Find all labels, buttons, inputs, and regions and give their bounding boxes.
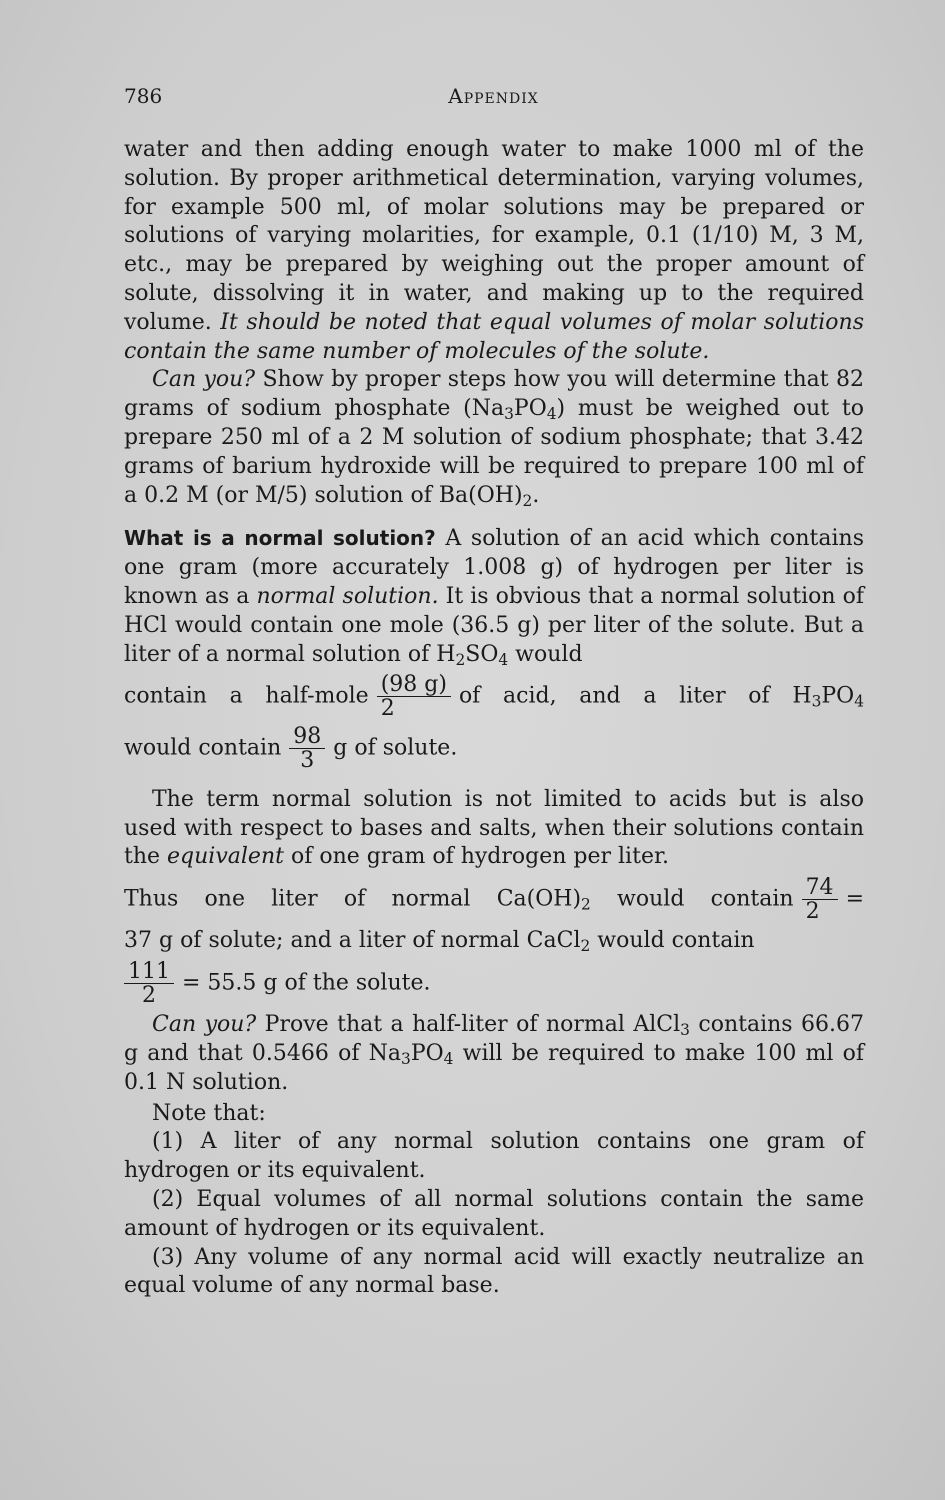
calcium-chloride-line: 37 g of solute; and a liter of normal CaCl$_2$ would contain [124,928,755,956]
calcium-hydroxide-line: Thus one liter of normal $Ca(OH)_2$ would contain $\frac{74}{2}$ = [124,875,864,925]
fraction-98g-over-2: $\frac{(98 g)}{2}$ [377,673,451,720]
italic-note: It should be noted that equal volumes of molar solutions contain the same number of molecules of the solute. [124,309,864,364]
paragraph-molar-solutions: water and then adding enough water to make 1000 ml of the solution. By proper arithmetical determination, varying volumes, for example 500 ml, of molar solutions may be prepared or solutions of varying molarities, for example, 0.1 (1/10) M, 3 M, etc., may be prepared by weighing out the proper amount of solute, dissolving it in water, and making up to the required volume. It should be noted that equal volumes of molar solutions contain the same number of molecules of the solute. [124,137,864,364]
note-intro: Note that: [152,1100,266,1126]
fraction-98-over-3: $\frac{98}{3}$ [289,725,325,772]
page-number: 786 [124,84,163,108]
page-body [124,136,864,1301]
can-you-lead: Can you? [152,367,256,393]
paragraph-can-you-1: Can you? Show by proper steps how you will determine that 82 grams of sodium phosphate $(Na_3PO_4)$ must be weighed out to prepare 250 ml of a 2 M solution of sodium phosphate; that 3.42 grams of barium hydroxide will be required to prepare 100 ml of a 0.2 M (or M/5) solution of $Ba(OH)_2$. [124,367,864,510]
running-title: Appendix [448,84,539,108]
paragraph-bases-and-salts: The term normal solution is not limited to acids but is also used with respect to bases and salts, when their solutions contain the equivalent of one gram of hydrogen per liter. [124,786,864,870]
section-heading: What is a normal solution? [124,526,436,551]
fraction-result-line: $\frac{111}{2}$ = 55.5 g of the solute. [124,960,864,1007]
page-header [124,84,863,114]
note-item-2: (2) Equal volumes of all normal solutions contain the same amount of hydrogen or its equivalent. [124,1187,864,1241]
half-mole-line: contain a half-mole $\frac{(98 g)}{2}$ of acid, and a liter of $H_3PO_4$ [124,672,864,722]
fraction-74-over-2: $\frac{74}{2}$ [802,876,838,923]
paragraph-normal-solution: What is a normal solution? A solution of an acid which contains one gram (more accurately 1.008 g) of hydrogen per liter is known as a normal solution. It is obvious that a normal solution of HCl would contain one mole (36.5 g) per liter of the solute. But a liter of a normal solution of $H_2SO_4$ would [124,526,865,669]
can-you-lead: Can you? [152,1012,257,1038]
paragraph-can-you-2: Can you? Prove that a half-liter of normal AlCl$_3$ contains 66.67 g and that 0.5466 of $Na_3PO_4$ will be required to make 100 ml of 0.1 N solution. [124,1012,865,1095]
would-contain-line: would contain $\frac{98}{3}$ g of solute. [124,723,458,773]
fraction-111-over-2: $\frac{111}{2}$ [124,960,174,1007]
note-item-1: (1) A liter of any normal solution contains one gram of hydrogen or its equivalent. [124,1129,864,1184]
note-item-3: (3) Any volume of any normal acid will exactly neutralize an equal volume of any normal base. [124,1244,864,1299]
